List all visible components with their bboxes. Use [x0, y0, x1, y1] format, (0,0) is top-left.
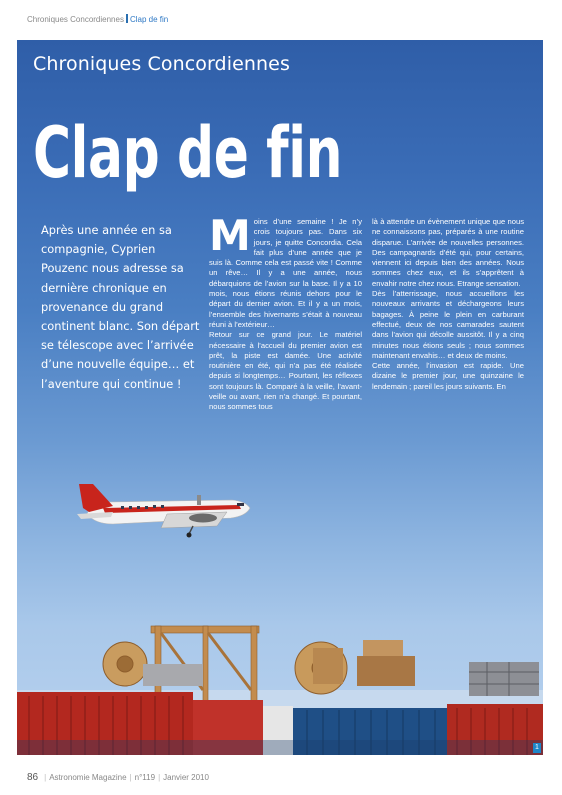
article-photo: [17, 40, 543, 755]
section-title: Chroniques Concordiennes: [33, 53, 290, 75]
breadcrumb-current: Clap de fin: [129, 15, 169, 24]
magazine-name: Astronomie Magazine: [49, 773, 127, 782]
article-title: Clap de fin: [33, 112, 343, 194]
page-footer: [27, 772, 209, 783]
paragraph-text: oins d’une semaine ! Je n’y crois toujours pas. Dans six jours, je quitte Concordia. Cela fait plus d’une année que je suis là. Comme cela est passé vite ! Comme un rêve… Il y a une année, nous débarquions de l’avion sur la base. Il y a 10 mois, nous étions réunis dehors pour le départ du dernier avion. Et il y a un mois, l’ensemble des hivernants s’était à nouveau réuni à l’extérieur…: [209, 217, 362, 329]
breadcrumb-separator: [126, 14, 128, 23]
paragraph: là à attendre un évènement unique que nous ne connaissons pas, préparés à une routine disparue. L’arrivée de nouvelles personnes. Des campagnards d’été qui, pour certains, viennent ici depuis bien des années. Nous sommes chez eux, et ils s’apprêtent à envahir notre chez nous. Etrange sensation.: [372, 217, 524, 288]
paragraph: Dès l’atterrissage, nous accueillons les nouveaux arrivants et déchargeons leurs bagages. À peine le plein en carburant effectué, deux de nos camarades sautent dans l’avion qui décolle aussitôt. Il y a cinq minutes nous étions seuls ; nous sommes maintenant envahis… et deux de moins.: [372, 289, 524, 360]
breadcrumb: [27, 14, 168, 24]
drop-cap: M: [209, 211, 251, 260]
paragraph: [209, 211, 362, 330]
paragraph: Cette année, l’invasion est rapide. Une dizaine le premier jour, une quinzaine le lendemain ; pareil les jours suivants. En: [372, 361, 524, 391]
article-column-1: [209, 211, 362, 413]
station-cargo-image: [17, 626, 543, 755]
airplane-image: [77, 484, 250, 538]
issue-date: Janvier 2010: [163, 773, 209, 782]
footer-separator: |: [129, 773, 132, 782]
footer-separator: |: [44, 773, 47, 782]
issue-number: n°119: [134, 773, 156, 782]
paragraph: Retour sur ce grand jour. Le matériel nécessaire à l’accueil du premier avion est prêt, la piste est damée. Une activité routinière en été, qui n’a pas été réalisée depuis si longtemps… Pourtant, les réflexes sont toujours là. Comparé à la veille, l’avant-veille ou avant, rien n’a changé. Et pourtant, nous sommes tous: [209, 330, 362, 412]
breadcrumb-section: Chroniques Concordiennes: [27, 15, 124, 24]
footer-separator: |: [158, 773, 161, 782]
page-number: 86: [27, 772, 39, 783]
page-marker: 1: [533, 743, 541, 753]
article-column-2: [372, 217, 524, 392]
article-intro: Après une année en sa compagnie, Cyprien Pouzenc nous adresse sa dernière chronique en provenance du grand continent blanc. Son départ se télescope avec l’arrivée d’une nouvelle équipe… et l’aventure qui continue !: [41, 223, 200, 391]
